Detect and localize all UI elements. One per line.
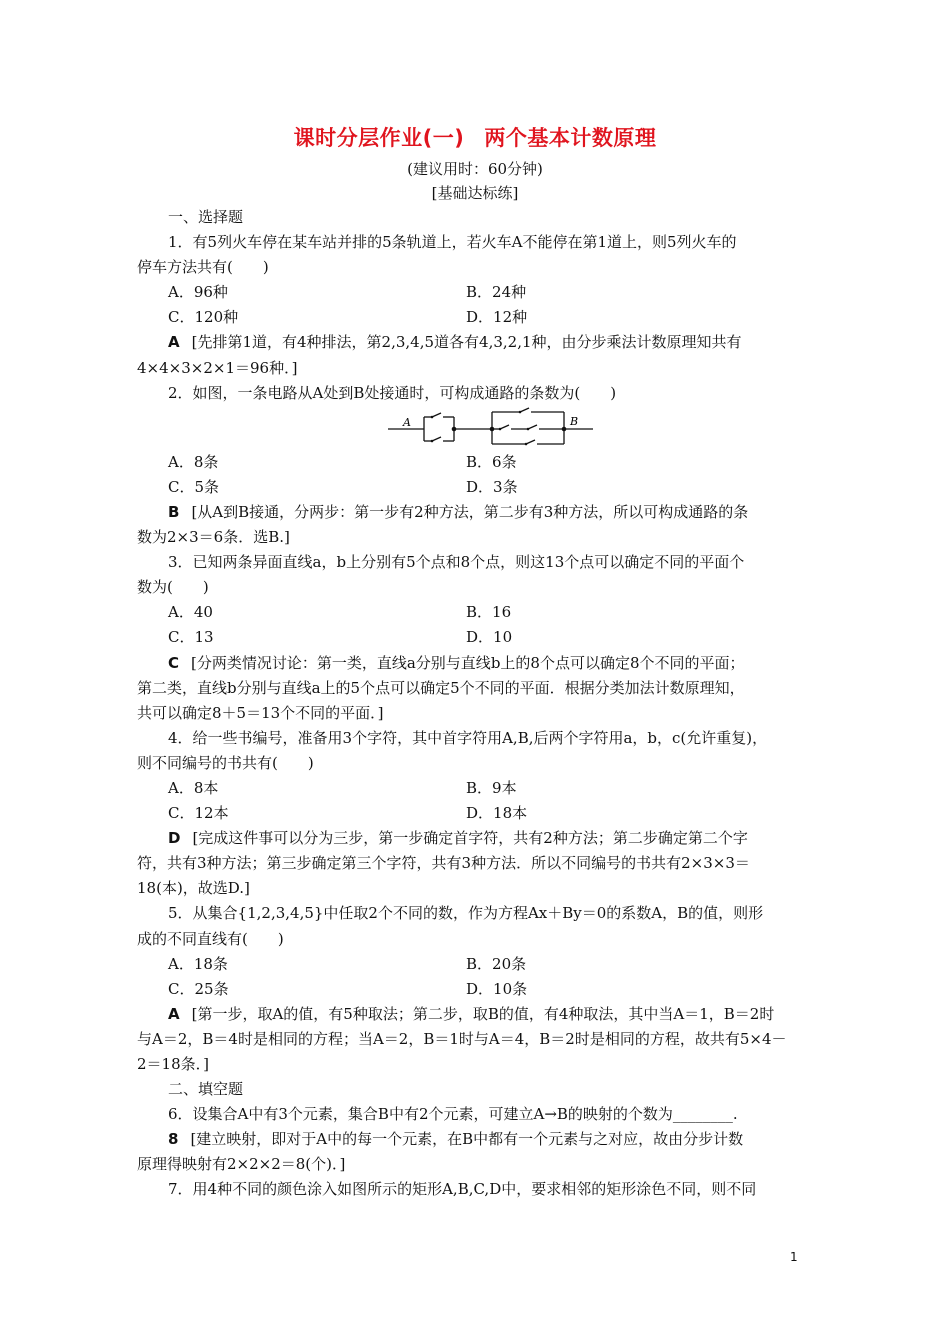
answer-2-line-1 (137, 500, 817, 525)
answer-5-line-1 (137, 1002, 817, 1027)
answer-letter: A (168, 1004, 180, 1023)
question-4-line-1: 4．给一些书编号，准备用3个字符，其中首字符用A,B,后两个字符用a，b，c(允许重复)， (168, 728, 768, 747)
question-7-line-1: 7．用4种不同的颜色涂入如图所示的矩形A,B,C,D中，要求相邻的矩形涂色不同，则不同 (168, 1180, 757, 1199)
section-heading: 一、选择题 (168, 208, 244, 226)
title-left: 课时分层作业(一) (293, 126, 465, 150)
level-note: [基础达标练] (431, 184, 519, 202)
answer-letter: C (168, 653, 180, 672)
option-a: A．96种 (168, 283, 228, 302)
answer-6-line-2: 原理得映射有2×2×2＝8(个)．] (137, 1155, 346, 1174)
option-c: C．5条 (168, 477, 220, 496)
answer-letter: D (168, 829, 181, 848)
answer-text: [从A到B接通，分两步：第一步有2种方法，第二步有3种方法，所以可构成通路的条 (191, 502, 749, 521)
question-1-line-2: 停车方法共有( ) (137, 258, 269, 277)
question-1-line-1: 1．有5列火车停在某车站并排的5条轨道上，若火车A不能停在第1道上，则5列火车的 (168, 233, 737, 252)
option-b: B．9本 (466, 778, 517, 797)
option-a: A．8条 (168, 452, 219, 471)
title-right: 两个基本计数原理 (484, 126, 657, 150)
answer-letter: 8 (168, 1130, 179, 1149)
answer-3-line-1 (137, 651, 817, 676)
question-3-options-row-1 (137, 600, 817, 625)
question-4-options-row-1 (137, 776, 817, 801)
question-2-options-row-1 (137, 450, 817, 475)
option-c: C．12本 (168, 804, 229, 823)
option-c: C．120种 (168, 308, 239, 327)
option-d: D．10 (466, 628, 513, 647)
question-4-line-2: 则不同编号的书共有( ) (137, 753, 314, 772)
page-title (0, 122, 950, 152)
option-b: B．24种 (466, 283, 527, 302)
option-a: A．8本 (168, 778, 219, 797)
option-b: B．16 (466, 603, 512, 622)
answer-2-line-2: 数为2×3＝6条．选B.] (137, 528, 290, 547)
answer-4-line-3: 18(本)，故选D.] (137, 879, 250, 898)
option-d: D．18本 (466, 804, 528, 823)
option-c: C．13 (168, 628, 214, 647)
circuit-diagram (137, 406, 817, 450)
question-5-options-row-2 (137, 977, 817, 1002)
answer-text: [第一步，取A的值，有5种取法；第二步，取B的值，有4种取法，其中当A＝1，B＝2时 (191, 1004, 775, 1023)
answer-5-line-2: 与A＝2，B＝4时是相同的方程；当A＝2，B＝1时与A＝4，B＝2时是相同的方程，故共有5×4－ (137, 1029, 787, 1048)
question-6-line-1: 6．设集合A中有3个元素，集合B中有2个元素，可建立A→B的映射的个数为________. (168, 1105, 738, 1124)
answer-1-line-1 (137, 330, 817, 355)
answer-3-line-2: 第二类，直线b分别与直线a上的5个点可以确定5个不同的平面．根据分类加法计数原理知， (137, 678, 745, 697)
option-d: D．12种 (466, 308, 528, 327)
answer-1-line-2: 4×4×3×2×1＝96种．] (137, 358, 298, 377)
option-d: D．3条 (466, 477, 518, 496)
option-b: B．20条 (466, 954, 527, 973)
answer-text: [建立映射，即对于A中的每一个元素，在B中都有一个元素与之对应，故由分步计数 (190, 1130, 744, 1149)
answer-text: [先排第1道，有4种排法，第2,3,4,5道各有4,3,2,1种，由分步乘法计数原理知共有 (191, 333, 742, 352)
option-a: A．18条 (168, 954, 228, 973)
option-d: D．10条 (466, 979, 528, 998)
section-heading: 二、填空题 (168, 1080, 244, 1099)
page-number: 1 (790, 1250, 798, 1264)
question-5-line-2: 成的不同直线有( ) (137, 929, 284, 948)
question-2-line-1: 2．如图，一条电路从A处到B处接通时，可构成通路的条数为( ) (168, 383, 617, 402)
answer-text: [完成这件事可以分为三步，第一步确定首字符，共有2种方法；第二步确定第二个字 (192, 829, 748, 848)
answer-4-line-2: 符，共有3种方法；第三步确定第三个字符，共有3种方法．所以不同编号的书共有2×3×3＝ (137, 854, 750, 873)
answer-5-line-3: 2＝18条．] (137, 1055, 209, 1073)
option-b: B．6条 (466, 452, 517, 471)
question-3-options-row-2 (137, 625, 817, 650)
option-c: C．25条 (168, 979, 229, 998)
question-4-options-row-2 (137, 801, 817, 826)
answer-3-line-3: 共可以确定8＋5＝13个不同的平面．] (137, 703, 384, 722)
document-body (137, 205, 817, 1203)
label-b: B (570, 414, 579, 428)
question-5-line-1: 5．从集合{1,2,3,4,5}中任取2个不同的数，作为方程Ax＋By＝0的系数A，B的值，则形 (168, 904, 764, 923)
question-5-options-row-1 (137, 952, 817, 977)
option-a: A．40 (168, 603, 213, 622)
answer-4-line-1 (137, 826, 817, 851)
question-1-options-row-2 (137, 305, 817, 330)
question-1-options-row-1 (137, 280, 817, 305)
answer-letter: A (168, 333, 180, 352)
question-2-options-row-2 (137, 475, 817, 500)
question-3-line-1: 3．已知两条异面直线a，b上分别有5个点和8个点，则这13个点可以确定不同的平面个 (168, 553, 745, 572)
answer-6-line-1 (137, 1127, 817, 1152)
question-3-line-2: 数为( ) (137, 578, 209, 597)
circuit-svg (388, 406, 598, 450)
time-note: (建议用时：60分钟) (407, 160, 543, 178)
answer-text: [分两类情况讨论：第一类，直线a分别与直线b上的8个点可以确定8个不同的平面； (191, 653, 745, 672)
label-a: A (403, 415, 411, 429)
answer-letter: B (168, 502, 180, 521)
